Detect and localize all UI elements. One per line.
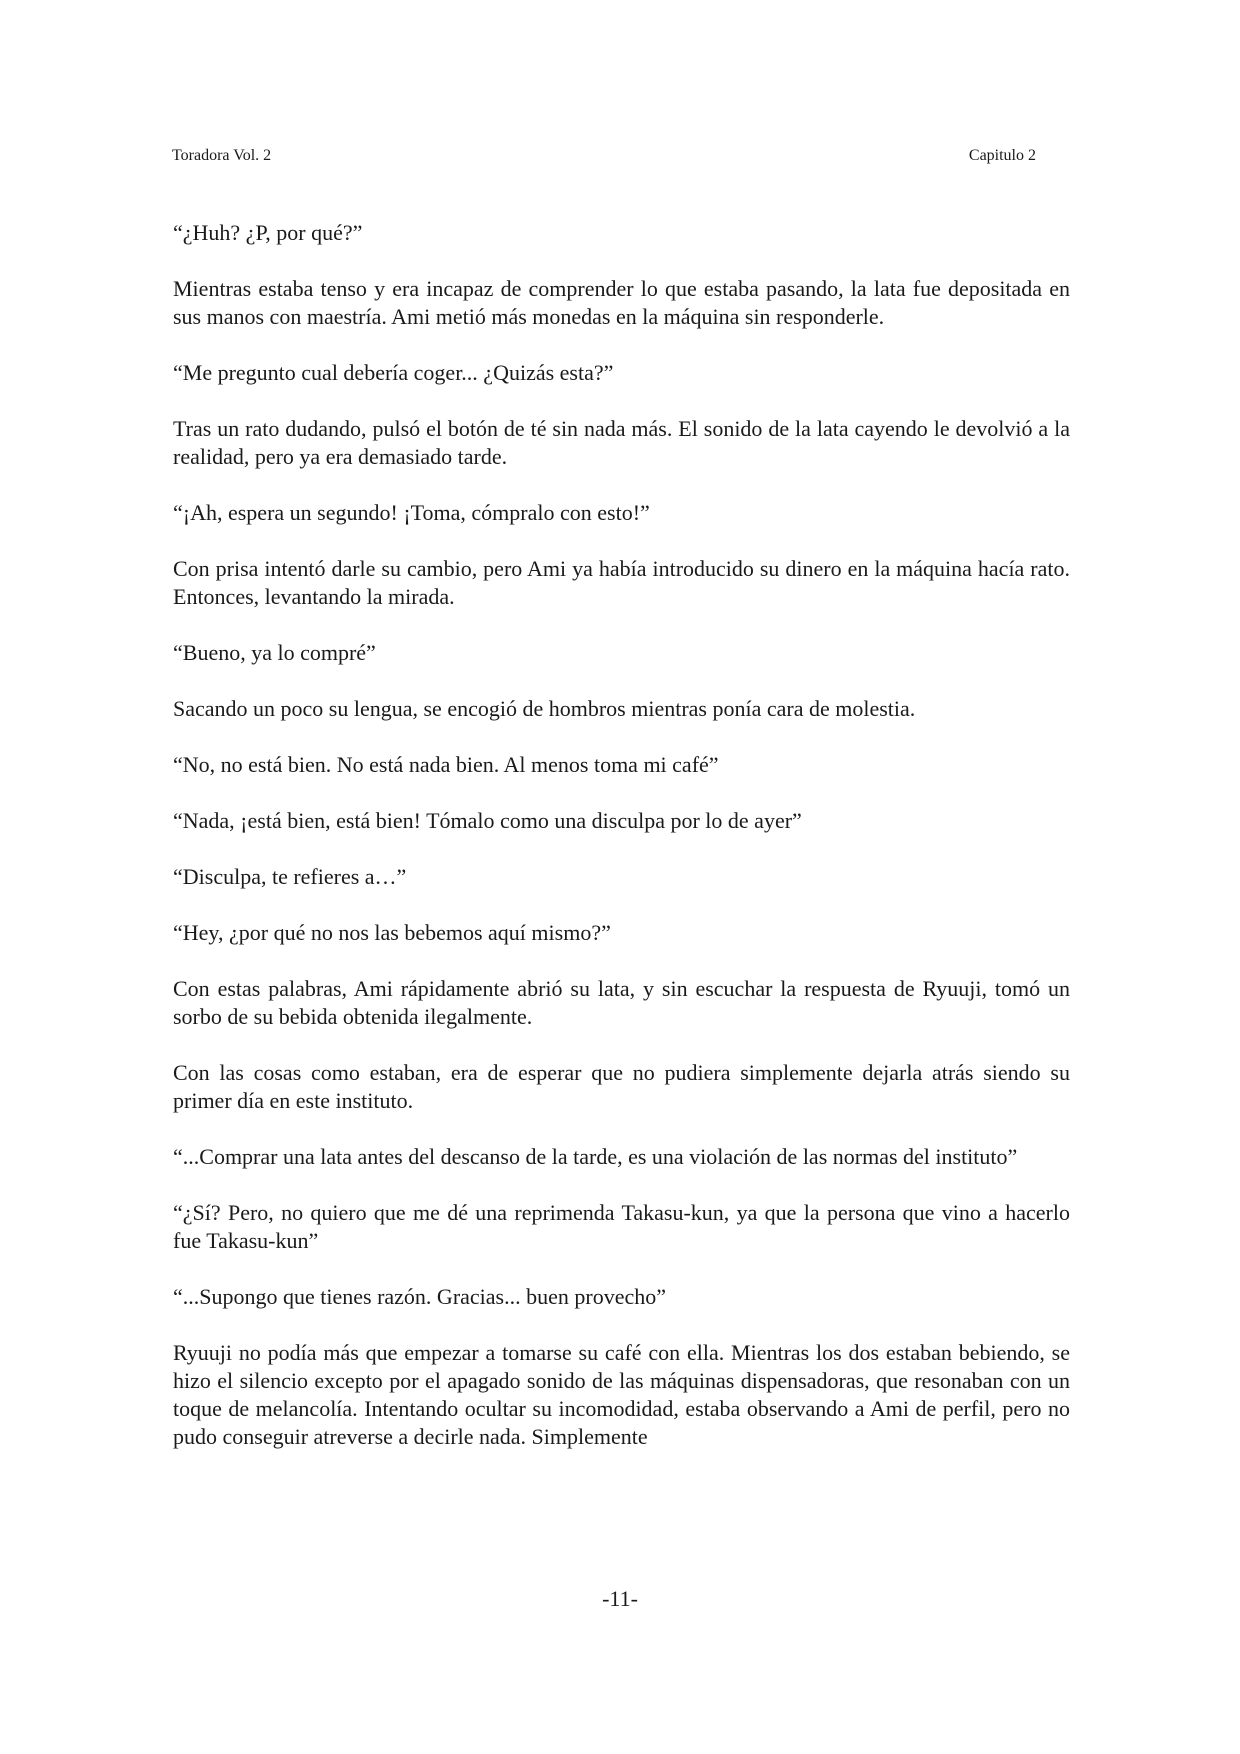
body-text	[173, 219, 1070, 1479]
paragraph: “...Comprar una lata antes del descanso de la tarde, es una violación de las normas del instituto”	[173, 1144, 1018, 1169]
paragraph: Tras un rato dudando, pulsó el botón de té sin nada más. El sonido de la lata cayendo le devolvió a la realidad, pero ya era demasiado tarde.	[173, 416, 1070, 469]
paragraph: “¡Ah, espera un segundo! ¡Toma, cómpralo con esto!”	[173, 500, 650, 525]
paragraph: Con prisa intentó darle su cambio, pero Ami ya había introducido su dinero en la máquina hacía rato. Entonces, levantando la mirada.	[173, 556, 1070, 609]
paragraph: “Hey, ¿por qué no nos las bebemos aquí mismo?”	[173, 920, 611, 945]
paragraph: Con las cosas como estaban, era de esperar que no pudiera simplemente dejarla atrás siendo su primer día en este instituto.	[173, 1060, 1070, 1113]
paragraph: “No, no está bien. No está nada bien. Al menos toma mi café”	[173, 752, 719, 777]
paragraph: “Nada, ¡está bien, está bien! Tómalo como una disculpa por lo de ayer”	[173, 808, 802, 833]
paragraph: “Disculpa, te refieres a…”	[173, 864, 407, 889]
paragraph: Con estas palabras, Ami rápidamente abrió su lata, y sin escuchar la respuesta de Ryuuji, tomó un sorbo de su bebida obtenida ilegalmente.	[173, 976, 1070, 1029]
paragraph: “...Supongo que tienes razón. Gracias... buen provecho”	[173, 1284, 667, 1309]
page-number: -11-	[602, 1586, 638, 1611]
paragraph: Mientras estaba tenso y era incapaz de comprender lo que estaba pasando, la lata fue depositada en sus manos con maestría. Ami metió más monedas en la máquina sin responderle.	[173, 276, 1070, 329]
paragraph: Sacando un poco su lengua, se encogió de hombros mientras ponía cara de molestia.	[173, 696, 916, 721]
running-header-title: Toradora Vol. 2	[172, 147, 272, 164]
paragraph: “Bueno, ya lo compré”	[173, 640, 376, 665]
paragraph: “¿Sí? Pero, no quiero que me dé una reprimenda Takasu-kun, ya que la persona que vino a hacerlo fue Takasu-kun”	[173, 1200, 1070, 1253]
paragraph: Ryuuji no podía más que empezar a tomarse su café con ella. Mientras los dos estaban bebiendo, se hizo el silencio excepto por el apagado sonido de las máquinas dispensadoras, que resonaban con un toque de melancolía. Intentando ocultar su incomodidad, estaba observando a Ami de perfil, pero no pudo conseguir atreverse a decirle nada. Simplemente	[173, 1340, 1070, 1449]
running-header-chapter: Capitulo 2	[968, 147, 1036, 164]
paragraph: “Me pregunto cual debería coger... ¿Quizás esta?”	[173, 360, 614, 385]
paragraph: “¿Huh? ¿P, por qué?”	[173, 220, 363, 245]
